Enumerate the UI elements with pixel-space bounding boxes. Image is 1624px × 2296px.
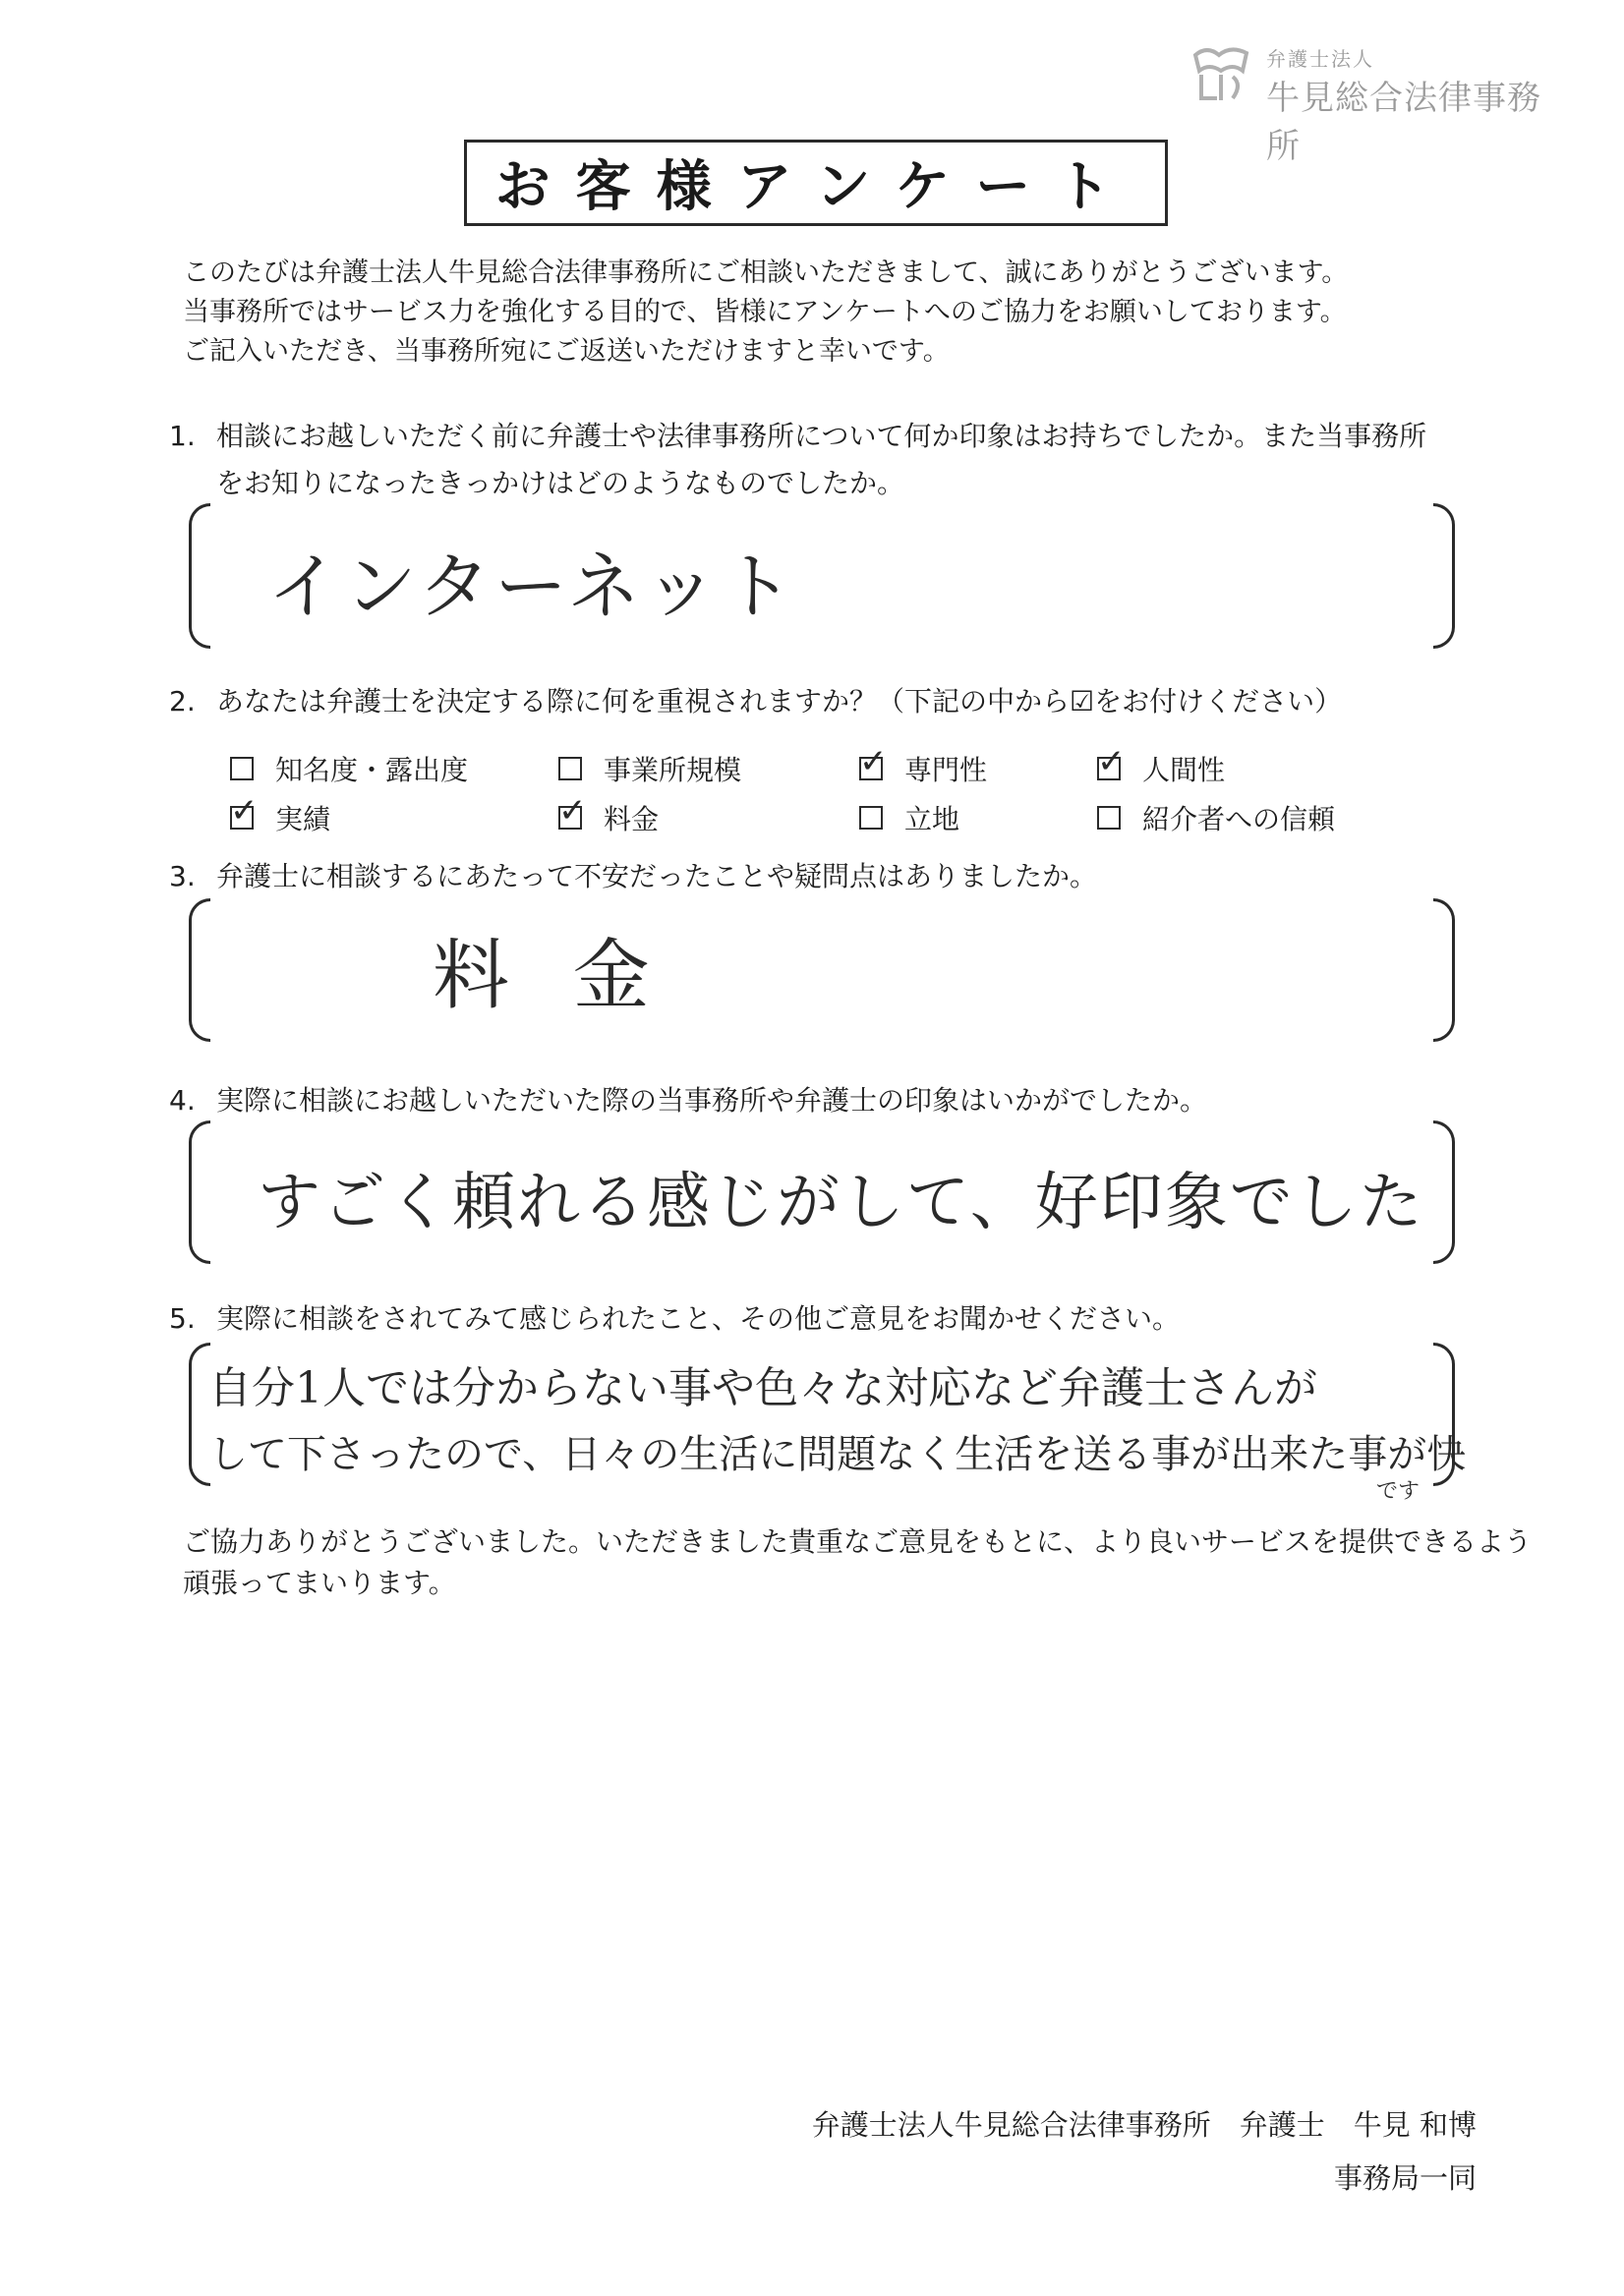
- answer-bracket-left: [189, 1120, 210, 1264]
- option-label: 実績: [275, 803, 331, 835]
- checkbox[interactable]: [558, 757, 582, 780]
- question-text: 実際に相談にお越しいただいた際の当事務所や弁護士の印象はいかがでしたか。: [216, 1084, 1208, 1117]
- intro-line: 当事務所ではサービス力を強化する目的で、皆様にアンケートへのご協力をお願いしております。: [183, 297, 1347, 327]
- intro-text: [183, 254, 1461, 372]
- closing-text: [183, 1521, 1533, 1604]
- question-number: 5.: [169, 1302, 196, 1335]
- question-3: [169, 851, 1097, 902]
- answer-5-line-1: 自分1人では分からない事や色々な対応など弁護士さんが: [208, 1363, 1317, 1413]
- option-location[interactable]: [859, 798, 959, 837]
- option-label: 立地: [904, 803, 960, 835]
- answer-3: 料 金: [433, 932, 669, 1020]
- question-2: [169, 676, 1342, 727]
- option-fees[interactable]: [558, 791, 660, 837]
- question-4: [169, 1075, 1207, 1126]
- option-name-recognition[interactable]: [230, 749, 468, 788]
- signature-office: 事務局一同: [1333, 2161, 1477, 2195]
- signature-firm: 弁護士法人牛見総合法律事務所 弁護士 牛見 和博: [811, 2108, 1477, 2142]
- question-1-continued: をお知りになったきっかけはどのようなものでしたか。: [216, 467, 905, 499]
- option-referrer-trust[interactable]: [1097, 798, 1335, 837]
- intro-line: ご記入いただき、当事務所宛にご返送いただけますと幸いです。: [183, 336, 950, 367]
- option-label: 知名度・露出度: [275, 754, 469, 786]
- check-mark-icon: ✓: [230, 791, 259, 831]
- option-label: 専門性: [904, 754, 988, 786]
- answer-bracket-right: [1433, 898, 1455, 1042]
- option-office-size[interactable]: [558, 749, 741, 788]
- check-mark-icon: ✓: [859, 742, 888, 781]
- firm-logo: [1188, 37, 1561, 166]
- option-track-record[interactable]: [230, 791, 331, 837]
- question-text: 相談にお越しいただく前に弁護士や法律事務所について何か印象はお持ちでしたか。また当事務所: [216, 420, 1427, 452]
- checkbox[interactable]: [859, 806, 883, 830]
- intro-line: このたびは弁護士法人牛見総合法律事務所にご相談いただきまして、誠にありがとうございます。: [183, 258, 1349, 288]
- checkbox[interactable]: [230, 791, 259, 831]
- question-number: 1.: [169, 420, 196, 452]
- logo-name: 牛見総合法律事務所: [1266, 79, 1541, 166]
- question-1: [169, 411, 1426, 462]
- answer-bracket-right: [1433, 503, 1455, 649]
- checkbox[interactable]: [558, 791, 587, 831]
- option-expertise[interactable]: [859, 742, 988, 788]
- answer-bracket-left: [189, 503, 210, 649]
- checkbox[interactable]: [1097, 742, 1126, 781]
- option-personality[interactable]: [1097, 742, 1226, 788]
- answer-bracket-right: [1433, 1120, 1455, 1264]
- answer-1: インターネット: [267, 545, 798, 629]
- question-number: 2.: [169, 685, 196, 718]
- answer-5-suffix: です: [1376, 1479, 1421, 1504]
- option-label: 紹介者への信頼: [1142, 803, 1336, 835]
- answer-4: すごく頼れる感じがして、好印象でした: [258, 1167, 1424, 1239]
- answer-bracket-left: [189, 898, 210, 1042]
- option-label: 人間性: [1142, 754, 1226, 786]
- page-title: お客様アンケート: [464, 140, 1168, 226]
- question-number: 3.: [169, 860, 196, 892]
- firm-logo-mark-icon: [1188, 41, 1256, 106]
- closing-line: ご協力ありがとうございました。いただきました貴重なご意見をもとに、より良いサービスを提供できるよう: [183, 1525, 1533, 1558]
- question-5: [169, 1293, 1180, 1345]
- question-text: あなたは弁護士を決定する際に何を重視されますか？（下記の中から☑をお付けください）: [216, 685, 1343, 718]
- option-label: 事業所規模: [604, 754, 742, 786]
- checkbox[interactable]: [1097, 806, 1121, 830]
- checkbox[interactable]: [230, 757, 254, 780]
- question-number: 4.: [169, 1084, 196, 1117]
- question-text: 弁護士に相談するにあたって不安だったことや疑問点はありましたか。: [216, 860, 1098, 892]
- logo-subtitle: 弁護士法人: [1266, 47, 1374, 71]
- closing-line: 頑張ってまいります。: [183, 1567, 456, 1599]
- option-label: 料金: [604, 803, 660, 835]
- check-mark-icon: ✓: [1097, 742, 1126, 781]
- answer-bracket-left: [189, 1343, 210, 1486]
- question-text: 実際に相談をされてみて感じられたこと、その他ご意見をお聞かせください。: [216, 1302, 1181, 1335]
- check-mark-icon: ✓: [558, 791, 587, 831]
- answer-5-line-2: して下さったので、日々の生活に問題なく生活を送る事が出来た事が快: [208, 1432, 1467, 1477]
- checkbox[interactable]: [859, 742, 888, 781]
